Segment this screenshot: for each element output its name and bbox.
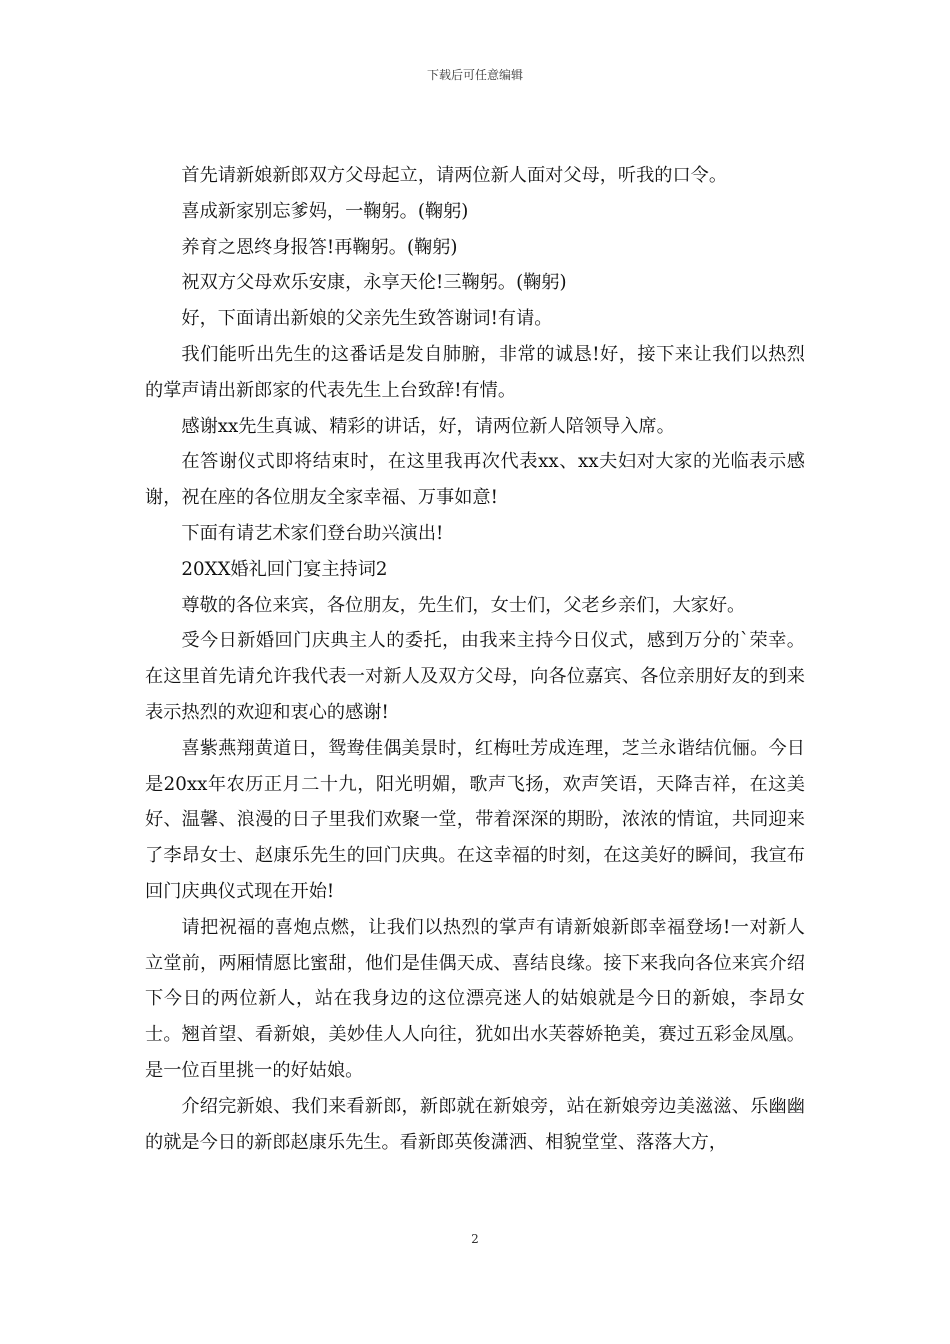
paragraph: 感谢xx先生真诚、精彩的讲话，好，请两位新人陪领导入席。 bbox=[181, 415, 675, 437]
paragraph: 祝双方父母欢乐安康，永享天伦!三鞠躬。(鞠躬) bbox=[181, 272, 567, 294]
paragraph: 好，下面请出新娘的父亲先生致答谢词!有请。 bbox=[181, 308, 553, 330]
section-heading: 20XX婚礼回门宴主持词2 bbox=[181, 558, 388, 580]
page-header: 下载后可任意编辑 bbox=[426, 68, 523, 82]
paragraph: 首先请新娘新郎双方父母起立，请两位新人面对父母，听我的口令。 bbox=[181, 165, 728, 186]
page-number: 2 bbox=[471, 1232, 479, 1246]
paragraph: 尊敬的各位来宾，各位朋友，先生们，女士们，父老乡亲们，大家好。 bbox=[181, 594, 746, 616]
paragraph: 养育之恩终身报答!再鞠躬。(鞠躬) bbox=[181, 236, 458, 258]
paragraph: 喜成新家别忘爹妈，一鞠躬。(鞠躬) bbox=[181, 200, 469, 222]
paragraph: 我们能听出先生的这番话是发自肺腑，非常的诚恳!好，接下来让我们以热烈的掌声请出新郎家的代表先生上台致辞!有情。 bbox=[145, 343, 805, 401]
paragraph: 在答谢仪式即将结束时，在这里我再次代表xx、xx夫妇对大家的光临表示感谢，祝在座的各位朋友全家幸福、万事如意! bbox=[145, 451, 805, 509]
paragraph: 受今日新婚回门庆典主人的委托，由我来主持今日仪式，感到万分的`荣幸。在这里首先请允许我代表一对新人及双方父母，向各位嘉宾、各位亲朋好友的到来表示热烈的欢迎和衷心的感谢! bbox=[145, 630, 805, 723]
paragraph: 介绍完新娘、我们来看新郎，新郎就在新娘旁，站在新娘旁边美滋滋、乐幽幽的就是今日的新郎赵康乐先生。看新郎英俊潇洒、相貌堂堂、落落大方， bbox=[145, 1095, 805, 1153]
paragraph: 请把祝福的喜炮点燃，让我们以热烈的掌声有请新娘新郎幸福登场!一对新人立堂前，两厢情愿比蜜甜，他们是佳偶天成、喜结良缘。接下来我向各位来宾介绍下今日的两位新人，站在我身边的这位漂亮迷人的姑娘就是今日的新娘，李昂女士。翘首望、看新娘，美妙佳人人向往，犹如出水芙蓉娇艳美，赛过五彩金凤凰。是一位百里挑一的好姑娘。 bbox=[145, 916, 805, 1081]
paragraph: 下面有请艺术家们登台助兴演出! bbox=[181, 522, 444, 544]
document-body bbox=[145, 158, 805, 1160]
paragraph: 喜紫燕翔黄道日，鸳鸯佳偶美景时，红梅吐芳成连理，芝兰永谐结伉俪。今日是20xx年农历正月二十九，阳光明媚，歌声飞扬，欢声笑语，天降吉祥，在这美好、温馨、浪漫的日子里我们欢聚一堂，带着深深的期盼，浓浓的情谊，共同迎来了李昂女士、赵康乐先生的回门庆典。在这幸福的时刻，在这美好的瞬间，我宣布回门庆典仪式现在开始! bbox=[145, 737, 805, 902]
